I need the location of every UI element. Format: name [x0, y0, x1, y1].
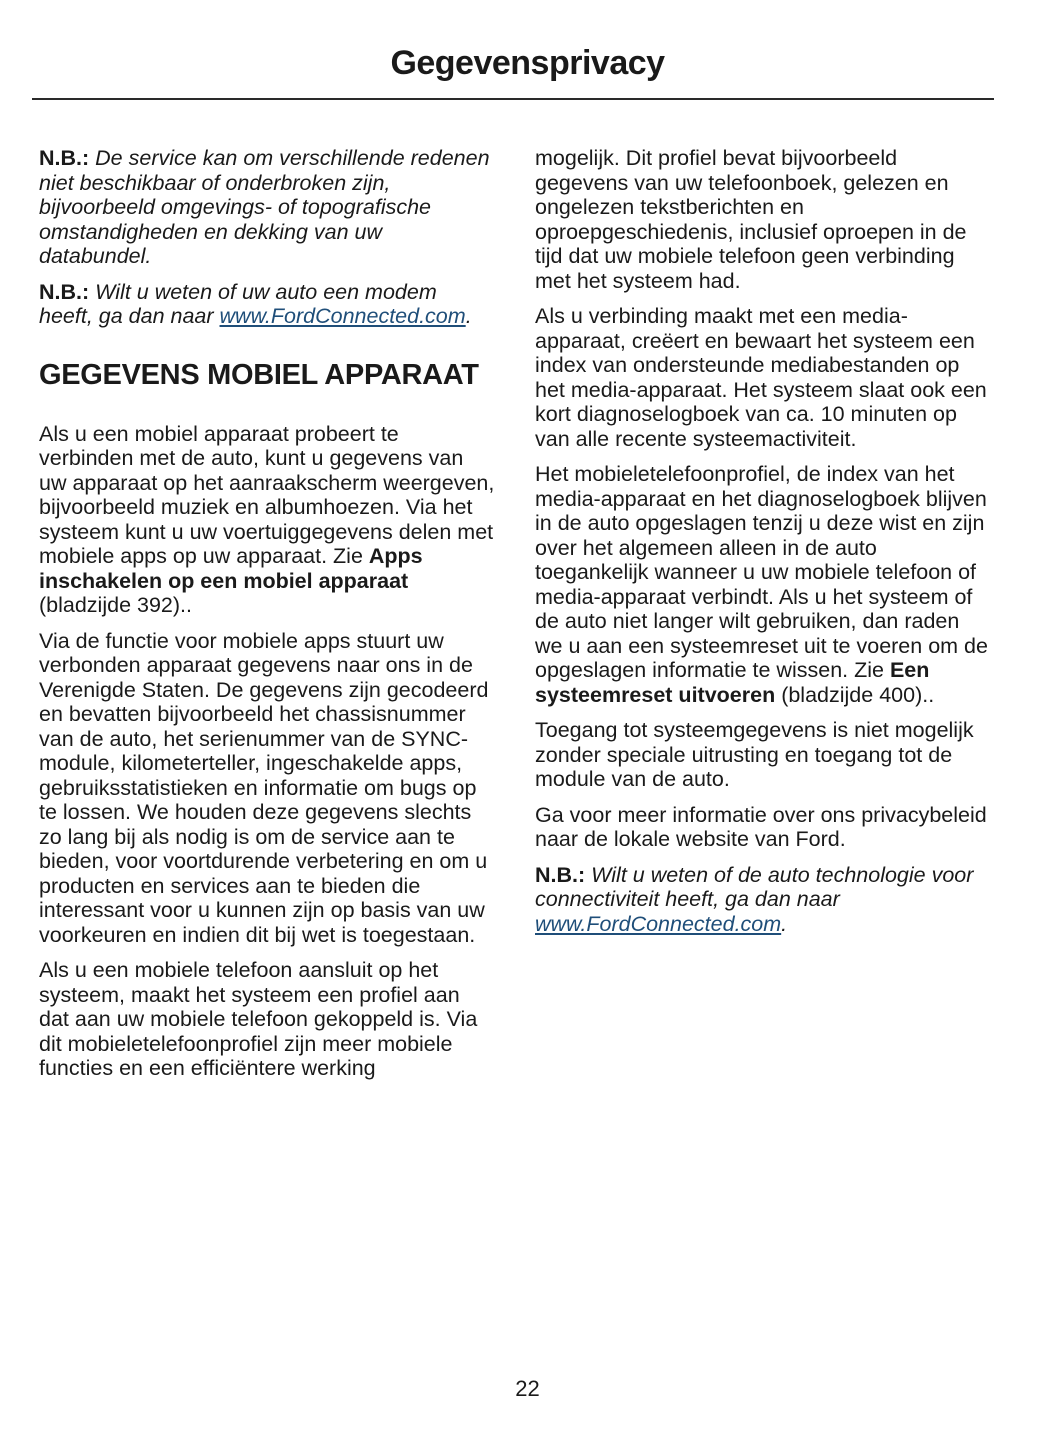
note-text: De service kan om verschillende redenen niet beschikbaar of onderbroken zijn, bijvoorbeeld omgevings- of topografische omstandigheden en dekking van uw databundel. — [39, 146, 490, 268]
page-reference: (bladzijde 400).. — [775, 682, 935, 707]
left-column — [39, 146, 495, 1092]
note-label: N.B.: — [535, 862, 586, 887]
title-divider — [32, 98, 994, 100]
cross-reference-apps[interactable]: Apps inschakelen op een mobiel apparaat — [39, 544, 423, 593]
section-heading: GEGEVENS MOBIEL APPARAAT — [39, 358, 479, 391]
fordconnected-link[interactable]: www.FordConnected.com — [535, 911, 782, 936]
page-number: 22 — [515, 1376, 540, 1401]
paragraph-phone-profile: Als u een mobiele telefoon aansluit op het systeem, maakt het systeem een profiel aan dat aan uw mobiele telefoon gekoppeld is. Via dit mobieletelefoonprofiel zijn meer mobiele functies en een efficiëntere werking — [39, 958, 478, 1080]
paragraph-mobile-apps: Via de functie voor mobiele apps stuurt uw verbonden apparaat gegevens naar ons in de Verenigde Staten. De gegevens zijn gecodeerd en bevatten bijvoorbeeld het chassisnummer van de auto, het serienummer van de SYNC-module, kilometerteller, ingeschakelde apps, gebruiksstatistieken en informatie om bugs op te lossen. We houden deze gegevens slechts zo lang bij als nodig is om de service aan te bieden, voor voortdurende verbetering en om u producten en services aan te bieden die interessant voor u kunnen zijn op basis van uw voorkeuren en indien dit bij wet is toegestaan. — [39, 628, 489, 947]
note-suffix: . — [465, 304, 472, 328]
note-text: Wilt u weten of de auto technologie voor connectiviteit heeft, ga dan naar — [535, 862, 974, 911]
note-label: N.B.: — [39, 279, 90, 304]
note-service-availability — [39, 146, 495, 269]
page-reference: (bladzijde 392).. — [39, 593, 192, 617]
note-suffix: . — [781, 911, 788, 936]
cross-reference-reset[interactable]: Een systeemreset uitvoeren — [535, 658, 930, 707]
note-label: N.B.: — [39, 146, 90, 170]
right-column — [535, 146, 991, 947]
note-modem — [39, 280, 495, 329]
paragraph-mobile-device — [39, 422, 495, 618]
paragraph-text: Als u een mobiel apparaat probeert te verbinden met de auto, kunt u gegevens van uw apparaat op het aanraakscherm weergeven, bijvoorbeeld muziek en albumhoezen. Via het systeem kunt u uw voertuiggegevens delen met mobiele apps op uw apparaat. Zie — [39, 421, 495, 568]
paragraph-media-device: Als u verbinding maakt met een media-apparaat, creëert en bewaart het systeem een index van ondersteunde mediabestanden op het media-apparaat. Het systeem slaat ook een kort diagnoselogboek van ca. 10 minuten op van alle recente systeemactiviteit. — [535, 304, 987, 451]
note-connectivity — [535, 863, 991, 937]
page-title: Gegevensprivacy — [390, 44, 665, 82]
paragraph-system-access: Toegang tot systeemgegevens is niet mogelijk zonder speciale uitrusting en toegang tot de module van de auto. — [535, 718, 974, 791]
note-text: Wilt u weten of uw auto een modem heeft, ga dan naar — [39, 279, 437, 328]
paragraph-data-storage — [535, 462, 991, 707]
paragraph-profile-contents: mogelijk. Dit profiel bevat bijvoorbeeld gegevens van uw telefoonboek, gelezen en ongelezen tekstberichten en oproepgeschiedenis, inclusief oproepen in de tijd dat uw mobiele telefoon geen verbinding met het systeem had. — [535, 146, 967, 293]
paragraph-privacy-policy: Ga voor meer informatie over ons privacybeleid naar de lokale website van Ford. — [535, 802, 987, 851]
fordconnected-link[interactable]: www.FordConnected.com — [219, 304, 466, 328]
paragraph-text: Het mobieletelefoonprofiel, de index van het media-apparaat en het diagnoselogboek blijven in de auto opgeslagen tenzij u deze wist en zijn over het algemeen alleen in de auto toegankelijk wanneer u uw mobiele telefoon of media-apparaat verbindt. Als u het systeem of de auto niet langer wilt gebruiken, dan raden we u aan een systeemreset uit te voeren om de opgeslagen informatie te wissen. Zie — [535, 462, 988, 682]
